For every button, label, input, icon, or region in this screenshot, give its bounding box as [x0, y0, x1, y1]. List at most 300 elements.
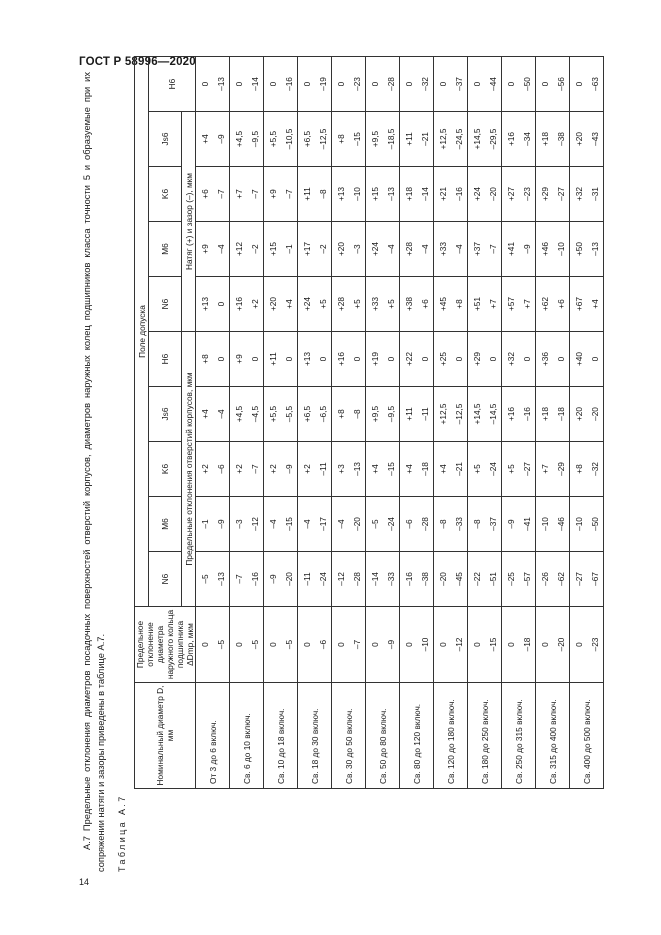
row-value-cell [298, 442, 332, 497]
upper-value: +13 [199, 296, 210, 312]
upper-value: +67 [573, 296, 584, 312]
row-value-cell [332, 497, 366, 552]
lower-value: –7 [249, 189, 260, 199]
lower-value: –24 [487, 462, 498, 476]
upper-value: +22 [403, 351, 414, 367]
upper-value: +8 [199, 354, 210, 364]
row-value-cell [570, 167, 604, 222]
lower-value: –32 [419, 77, 430, 91]
upper-value: –7 [233, 574, 244, 584]
lower-value: –4 [419, 244, 430, 254]
row-value-cell [230, 332, 264, 387]
upper-value: +11 [403, 407, 414, 421]
head-nominal: Номинальный диаметр D, мм [135, 683, 196, 789]
lower-value: –14 [249, 77, 260, 91]
lower-value: –18 [555, 407, 566, 421]
row-value-cell [230, 442, 264, 497]
lower-value: –12,5 [317, 128, 328, 150]
upper-value: +25 [437, 351, 448, 367]
lower-value: –37 [453, 77, 464, 91]
upper-value: 0 [199, 81, 210, 87]
upper-value: –9 [267, 574, 278, 584]
row-diameter-range: Св. 180 до 250 включ. [468, 683, 502, 789]
lower-value: –6,5 [317, 405, 328, 423]
row-value-cell [298, 112, 332, 167]
row-ring-deviation [434, 607, 468, 683]
row-value-cell [298, 332, 332, 387]
upper-value: –1 [199, 519, 210, 529]
upper-value: –11 [301, 572, 312, 586]
row-diameter-range: Св. 30 до 50 включ. [332, 683, 366, 789]
row-value-cell [434, 277, 468, 332]
row-value-cell [536, 497, 570, 552]
upper-value: +21 [437, 186, 448, 202]
lower-value: +5 [351, 299, 362, 309]
row-value-cell [570, 57, 604, 112]
row-ring-deviation [196, 607, 230, 683]
row-value-cell [366, 57, 400, 112]
row-diameter-range: Св. 250 до 315 включ. [502, 683, 536, 789]
row-value-cell [230, 57, 264, 112]
upper-value: +27 [505, 186, 516, 202]
row-value-cell [196, 332, 230, 387]
lower-value: –7 [215, 189, 226, 199]
lower-value: +4 [283, 299, 294, 309]
row-value-cell [366, 167, 400, 222]
lower-value: +5 [317, 299, 328, 309]
lower-value: –14,5 [487, 403, 498, 425]
row-value-cell [468, 332, 502, 387]
row-value-cell [468, 222, 502, 277]
row-value-cell [366, 552, 400, 607]
row-diameter-range: Св. 50 до 80 включ. [366, 683, 400, 789]
lower-value: +6 [555, 299, 566, 309]
row-value-cell [366, 332, 400, 387]
upper-value: +29 [471, 351, 482, 367]
upper-value: +5,5 [267, 405, 278, 423]
upper-value: +6 [199, 189, 210, 199]
upper-value: 0 [369, 81, 380, 87]
row-value-cell [332, 442, 366, 497]
upper-value: +18 [403, 186, 414, 202]
upper-value: +4,5 [233, 405, 244, 423]
row-value-cell [400, 57, 434, 112]
lower-value: –4 [215, 409, 226, 419]
lower-value: –5 [283, 639, 294, 650]
row-value-cell [400, 387, 434, 442]
head-fit: Натяг (+) и зазор (–), мкм [182, 112, 196, 332]
row-value-cell [298, 222, 332, 277]
lower-value: –20 [351, 517, 362, 531]
upper-value: +11 [267, 352, 278, 366]
lower-value: –7 [487, 244, 498, 254]
lower-value: 0 [453, 356, 464, 362]
lower-value: –4 [453, 244, 464, 254]
lower-value: –10 [351, 187, 362, 201]
row-value-cell [536, 387, 570, 442]
lower-value: +5 [385, 299, 396, 309]
row-diameter-range: Св. 80 до 120 включ. [400, 683, 434, 789]
lower-value: –12 [453, 637, 464, 652]
row-value-cell [400, 442, 434, 497]
upper-value: +9,5 [369, 405, 380, 423]
row-value-cell [332, 167, 366, 222]
lower-value: –21 [453, 462, 464, 476]
upper-value: +41 [505, 241, 516, 257]
lower-value: –24 [317, 572, 328, 586]
upper-value: 0 [437, 81, 448, 87]
lower-value: –7 [351, 639, 362, 650]
upper-value: –5 [369, 519, 380, 529]
row-value-cell [366, 222, 400, 277]
row-value-cell [536, 222, 570, 277]
upper-value: +4 [199, 409, 210, 419]
lower-value: –13 [351, 462, 362, 476]
lower-value: –6 [317, 639, 328, 650]
row-value-cell [332, 277, 366, 332]
lower-value: 0 [487, 356, 498, 362]
upper-value: –4 [267, 519, 278, 529]
head-col-js6-b: Js6 [149, 112, 182, 167]
lower-value: –28 [419, 517, 430, 531]
row-value-cell [536, 552, 570, 607]
upper-value: 0 [199, 642, 210, 647]
row-value-cell [536, 442, 570, 497]
lower-value: –9,5 [385, 405, 396, 423]
upper-value: +4 [199, 134, 210, 144]
lower-value: +4 [589, 299, 600, 309]
upper-value: 0 [233, 81, 244, 87]
head-col-js6-a: Js6 [149, 387, 182, 442]
upper-value: +6,5 [301, 130, 312, 148]
head-col-m6-b: M6 [149, 222, 182, 277]
upper-value: +9 [233, 354, 244, 364]
row-ring-deviation [536, 607, 570, 683]
lower-value: –15 [351, 132, 362, 146]
lower-value: –18 [419, 462, 430, 476]
lower-value: 0 [283, 356, 294, 362]
row-value-cell [400, 332, 434, 387]
lower-value: –37 [487, 517, 498, 531]
row-value-cell [366, 112, 400, 167]
upper-value: 0 [505, 642, 516, 647]
upper-value: +45 [437, 296, 448, 312]
row-value-cell [400, 167, 434, 222]
upper-value: –27 [573, 572, 584, 586]
lower-value: –3 [351, 244, 362, 254]
lower-value: –19 [317, 77, 328, 91]
upper-value: 0 [403, 81, 414, 87]
row-ring-deviation [570, 607, 604, 683]
lower-value: –41 [521, 517, 532, 531]
lower-value: –44 [487, 77, 498, 91]
upper-value: +4 [403, 464, 414, 474]
lower-value: –21 [419, 132, 430, 146]
lower-value: –8 [317, 189, 328, 199]
row-value-cell [434, 442, 468, 497]
upper-value: +57 [505, 296, 516, 312]
upper-value: +37 [471, 241, 482, 257]
row-value-cell [298, 552, 332, 607]
lower-value: 0 [419, 356, 430, 362]
upper-value: +2 [199, 464, 210, 474]
table-row [400, 57, 434, 789]
row-value-cell [264, 552, 298, 607]
lower-value: –4 [215, 244, 226, 254]
row-value-cell [230, 497, 264, 552]
lower-value: –24,5 [453, 128, 464, 150]
lower-value: 0 [521, 356, 532, 362]
row-value-cell [468, 277, 502, 332]
row-value-cell [366, 442, 400, 497]
table-row [298, 57, 332, 789]
upper-value: +13 [301, 351, 312, 367]
table-row [230, 57, 264, 789]
upper-value: +12 [233, 241, 244, 257]
lower-value: –28 [351, 572, 362, 586]
row-value-cell [502, 277, 536, 332]
lower-value: –11 [317, 462, 328, 476]
row-value-cell [434, 387, 468, 442]
row-value-cell [570, 222, 604, 277]
row-value-cell [264, 277, 298, 332]
table-row [366, 57, 400, 789]
row-value-cell [434, 552, 468, 607]
row-value-cell [264, 222, 298, 277]
row-value-cell [570, 112, 604, 167]
lower-value: –9,5 [249, 130, 260, 148]
row-value-cell [502, 497, 536, 552]
upper-value: 0 [471, 642, 482, 647]
upper-value: 0 [335, 81, 346, 87]
upper-value: +18 [539, 131, 550, 147]
row-value-cell [264, 332, 298, 387]
upper-value: +8 [573, 464, 584, 474]
lower-value: –9 [521, 244, 532, 254]
upper-value: +4,5 [233, 130, 244, 148]
lower-value: –13 [589, 242, 600, 256]
lower-value: –15 [487, 637, 498, 652]
table-row [502, 57, 536, 789]
table-row [264, 57, 298, 789]
upper-value: +5 [471, 464, 482, 474]
lower-value: –38 [419, 572, 430, 586]
lower-value: –33 [385, 572, 396, 586]
upper-value: +24 [301, 296, 312, 312]
row-value-cell [536, 112, 570, 167]
upper-value: +24 [369, 241, 380, 257]
row-value-cell [230, 222, 264, 277]
lower-value: –2 [317, 244, 328, 254]
lower-value: 0 [351, 356, 362, 362]
row-value-cell [196, 442, 230, 497]
row-value-cell [298, 387, 332, 442]
lower-value: –46 [555, 517, 566, 531]
lower-value: –23 [521, 187, 532, 201]
row-value-cell [196, 112, 230, 167]
row-value-cell [400, 552, 434, 607]
upper-value: –12 [335, 572, 346, 586]
upper-value: +32 [505, 351, 516, 367]
row-value-cell [468, 442, 502, 497]
row-value-cell [502, 57, 536, 112]
row-value-cell [502, 552, 536, 607]
upper-value: +12,5 [437, 403, 448, 425]
lower-value: –23 [589, 637, 600, 652]
lower-value: –9 [385, 639, 396, 650]
lower-value: +2 [249, 299, 260, 309]
head-col-n6-a: N6 [149, 552, 182, 607]
lower-value: –16 [521, 407, 532, 421]
upper-value: +24 [471, 186, 482, 202]
lower-value: +8 [453, 299, 464, 309]
lower-value: –18 [521, 637, 532, 652]
upper-value: +29 [539, 186, 550, 202]
lower-value: –14 [419, 187, 430, 201]
upper-value: +20 [267, 296, 278, 312]
intro-text: А.7 Предельные отклонения диаметров посадочных поверхностей отверстий корпусов, диаметров наружных колец подшипников класса точности 5 и образуемые при их сопряжении натяги и зазоры приведены в таблице А.7. [82, 72, 106, 872]
upper-value: +18 [539, 406, 550, 422]
row-value-cell [468, 112, 502, 167]
head-col-k6-a: K6 [149, 442, 182, 497]
row-value-cell [230, 277, 264, 332]
lower-value: –34 [521, 132, 532, 146]
lower-value: –5 [249, 639, 260, 650]
row-value-cell [434, 167, 468, 222]
row-diameter-range: Св. 315 до 400 включ. [536, 683, 570, 789]
row-value-cell [332, 387, 366, 442]
upper-value: –14 [369, 572, 380, 586]
lower-value: –27 [555, 187, 566, 201]
row-value-cell [570, 497, 604, 552]
upper-value: 0 [573, 81, 584, 87]
lower-value: –33 [453, 517, 464, 531]
row-value-cell [502, 387, 536, 442]
row-value-cell [264, 167, 298, 222]
upper-value: +9,5 [369, 130, 380, 148]
lower-value: –50 [521, 77, 532, 91]
lower-value: –20 [589, 407, 600, 421]
row-value-cell [298, 497, 332, 552]
lower-value: –4 [385, 244, 396, 254]
row-value-cell [196, 497, 230, 552]
row-value-cell [400, 497, 434, 552]
upper-value: 0 [369, 642, 380, 647]
lower-value: –5,5 [283, 405, 294, 423]
row-value-cell [332, 57, 366, 112]
upper-value: +2 [233, 464, 244, 474]
row-value-cell [264, 112, 298, 167]
row-value-cell [332, 332, 366, 387]
row-value-cell [502, 222, 536, 277]
lower-value: –29 [555, 462, 566, 476]
lower-value: –16 [453, 187, 464, 201]
lower-value: –32 [589, 462, 600, 476]
upper-value: 0 [539, 642, 550, 647]
row-value-cell [298, 167, 332, 222]
row-value-cell [230, 112, 264, 167]
head-col-h6-a: H6 [149, 332, 182, 387]
lower-value: –10,5 [283, 128, 294, 150]
upper-value: +7 [233, 189, 244, 199]
row-value-cell [570, 277, 604, 332]
row-value-cell [366, 497, 400, 552]
row-ring-deviation [298, 607, 332, 683]
upper-value: +28 [335, 296, 346, 312]
row-value-cell [434, 497, 468, 552]
lower-value: –20 [283, 572, 294, 586]
upper-value: 0 [301, 81, 312, 87]
upper-value: –5 [199, 574, 210, 584]
row-value-cell [264, 387, 298, 442]
lower-value: –57 [521, 572, 532, 586]
table-row [434, 57, 468, 789]
lower-value: –1 [283, 244, 294, 254]
table-row [332, 57, 366, 789]
upper-value: +20 [573, 131, 584, 147]
upper-value: +38 [403, 296, 414, 312]
lower-value: +7 [521, 299, 532, 309]
row-value-cell [366, 387, 400, 442]
lower-value: –13 [215, 77, 226, 91]
upper-value: +19 [369, 351, 380, 367]
upper-value: –4 [301, 519, 312, 529]
row-value-cell [196, 57, 230, 112]
table-row [536, 57, 570, 789]
upper-value: +20 [335, 241, 346, 257]
row-value-cell [570, 552, 604, 607]
upper-value: 0 [539, 81, 550, 87]
upper-value: 0 [233, 642, 244, 647]
upper-value: +5,5 [267, 130, 278, 148]
head-ring-deviation: Предельное отклонение диаметра наружного кольца подшипника ΔDmp, мкм [135, 607, 196, 683]
lower-value: –12 [249, 517, 260, 531]
head-col-k6-b: K6 [149, 167, 182, 222]
lower-value: –13 [215, 572, 226, 586]
upper-value: +15 [267, 241, 278, 257]
upper-value: –10 [539, 517, 550, 531]
lower-value: –62 [555, 572, 566, 586]
lower-value: –56 [555, 77, 566, 91]
row-value-cell [332, 112, 366, 167]
row-value-cell [366, 277, 400, 332]
upper-value: –25 [505, 572, 516, 586]
upper-value: +16 [505, 406, 516, 422]
row-value-cell [298, 57, 332, 112]
table-caption: Таблица А.7 [117, 794, 127, 872]
upper-value: +2 [301, 464, 312, 474]
lower-value: –7 [283, 189, 294, 199]
row-value-cell [400, 112, 434, 167]
upper-value: –10 [573, 517, 584, 531]
upper-value: 0 [505, 81, 516, 87]
head-field: Поле допуска [135, 57, 149, 607]
document-title: ГОСТ Р 58996—2020 [79, 56, 196, 68]
upper-value: +5 [505, 464, 516, 474]
upper-value: +8 [335, 409, 346, 419]
row-ring-deviation [502, 607, 536, 683]
upper-value: –26 [539, 572, 550, 586]
lower-value: –12,5 [453, 403, 464, 425]
lower-value: –17 [317, 517, 328, 531]
row-value-cell [434, 332, 468, 387]
lower-value: –9 [215, 134, 226, 144]
upper-value: +9 [199, 244, 210, 254]
lower-value: –15 [283, 517, 294, 531]
row-value-cell [570, 332, 604, 387]
row-ring-deviation [468, 607, 502, 683]
table-body [196, 57, 604, 789]
